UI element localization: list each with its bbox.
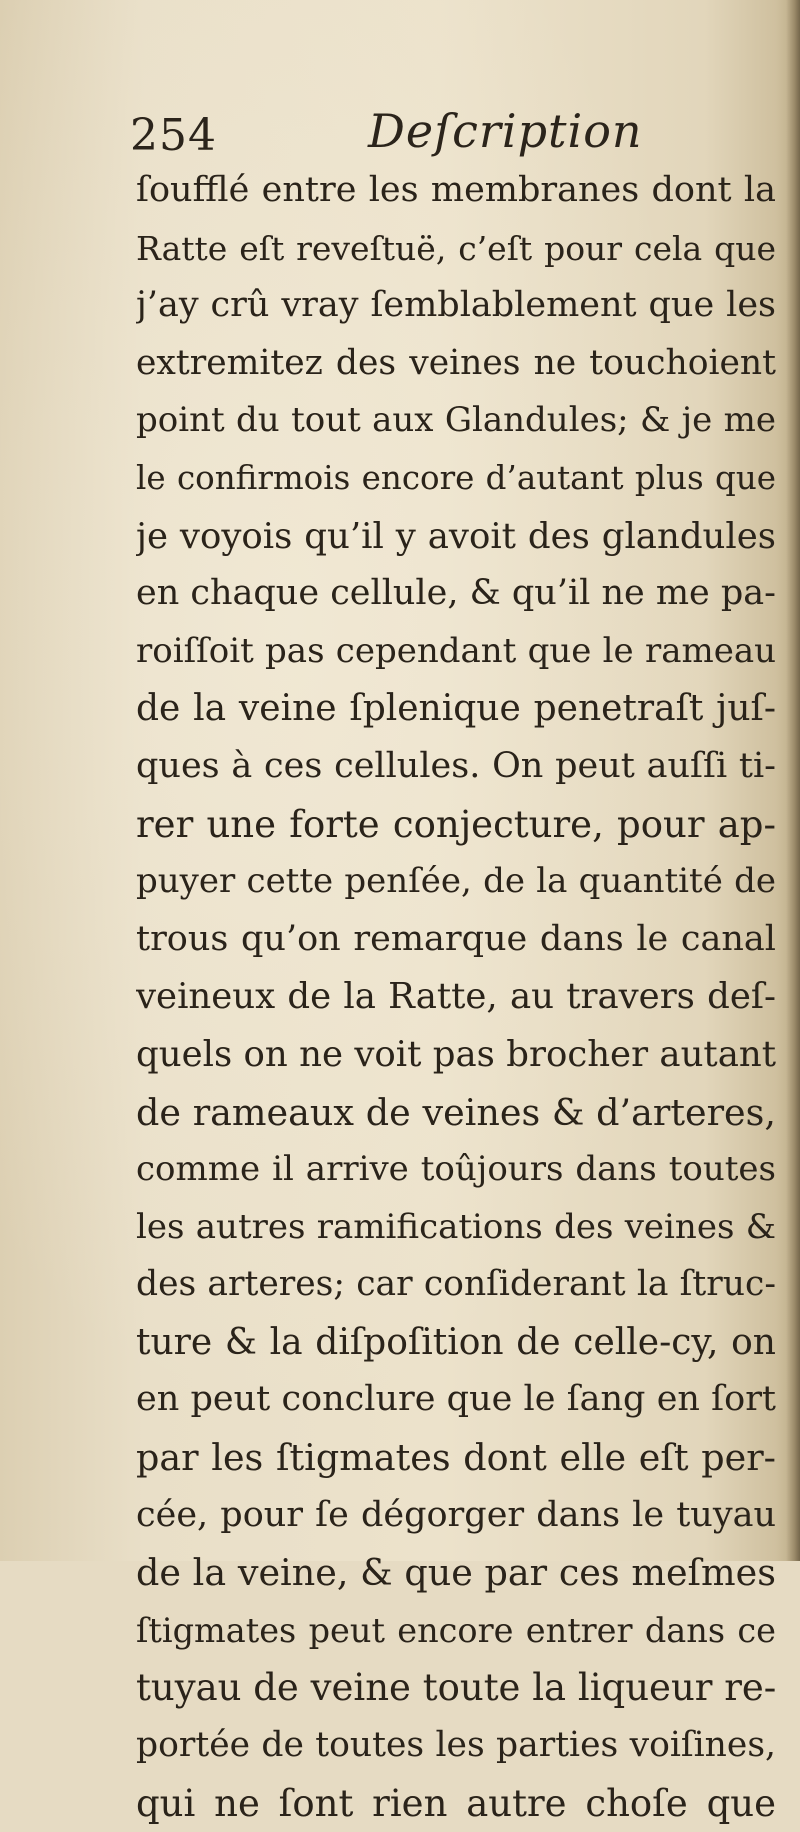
text-line: par les ſtigmates dont elle eſt per- [136, 1436, 776, 1480]
text-line: des arteres; car conſiderant la ſtruc- [136, 1264, 776, 1305]
page-number: 254 [130, 110, 217, 161]
text-line: roiſſoit pas cependant que le rameau [136, 630, 776, 671]
text-line: veineux de la Ratte, au travers deſ- [136, 976, 776, 1018]
text-line: qui ne ſont rien autre choſe que [136, 1781, 776, 1825]
text-line: j’ay crû vray ſemblablement que les [136, 285, 776, 326]
text-line: le confirmois encore d’autant plus que [136, 458, 776, 497]
text-line: tuyau de veine toute la liqueur re- [136, 1666, 776, 1710]
page-header [130, 100, 770, 170]
text-line: je voyois qu’il y avoit des glandules [136, 515, 776, 557]
text-line: de la veine, & que par ces meſmes [136, 1551, 776, 1595]
text-line: ſoufflé entre les membranes dont la [136, 170, 776, 210]
text-line: ture & la diſpoſition de celle-cy, on [136, 1321, 776, 1363]
text-line: extremitez des veines ne touchoient [136, 342, 776, 383]
text-line: en chaque cellule, & qu’il ne me pa- [136, 573, 776, 614]
text-line: ſtigmates peut encore entrer dans ce [136, 1610, 776, 1650]
text-line: comme il arrive toûjours dans toutes [136, 1149, 776, 1190]
text-line: les autres ramifications des veines & [136, 1206, 776, 1247]
text-line: cée, pour ſe dégorger dans le tuyau [136, 1494, 776, 1535]
text-line: ques à ces cellules. On peut auſſi ti- [136, 745, 776, 786]
text-line: point du tout aux Glandules; & je me [136, 400, 776, 441]
text-line: de rameaux de veines & d’arteres, [136, 1090, 776, 1134]
text-line: de la veine ſplenique penetraſt juſ- [136, 688, 776, 730]
running-title: Deſcription [368, 104, 643, 158]
text-line: en peut conclure que le ſang en ſort [136, 1379, 776, 1420]
text-line: quels on ne voit pas brocher autant [136, 1033, 776, 1075]
text-line: trous qu’on remarque dans le canal [136, 918, 776, 959]
text-line: Ratte eſt reveſtuë, c’eſt pour cela que [136, 228, 776, 268]
body-text [136, 162, 776, 1832]
text-line: rer une forte conjecture, pour ap- [136, 802, 776, 846]
page-gutter-shadow [786, 0, 800, 1561]
text-line: portée de toutes les parties voiſines, [136, 1725, 776, 1766]
text-line: puyer cette penſée, de la quantité de [136, 861, 776, 902]
